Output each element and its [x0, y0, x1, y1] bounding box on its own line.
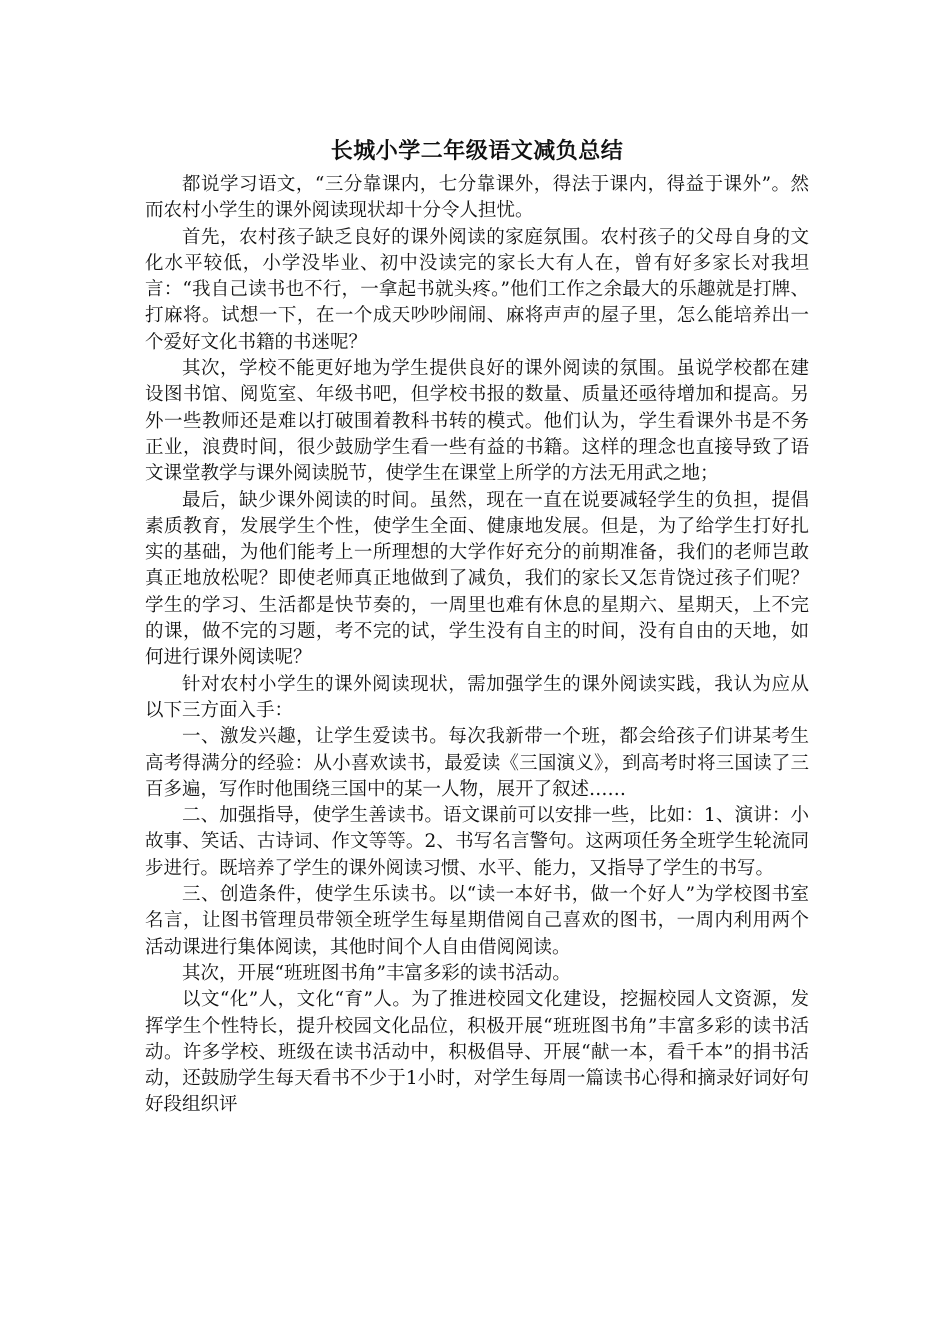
paragraph-reading-corner-heading: 其次，开展“班班图书角”丰富多彩的读书活动。 [182, 962, 571, 984]
paragraph-second-reason: 其次，学校不能更好地为学生提供良好的课外阅读的氛围。虽说学校都在建设图书馆、阅览室、年级书吧，但学校书报的数量、质量还亟待增加和提高。另外一些教师还是难以打破围着教科书转的模式。他们认为，学生看课外书是不务正业，浪费时间，很少鼓励学生看一些有益的书籍。这样的理念也直接导致了语文课堂教学与课外阅读脱节，使学生在课堂上所学的方法无用武之地； [145, 358, 809, 485]
document-body [145, 136, 809, 1119]
paragraph-approach-three: 三、创造条件，使学生乐读书。以“读一本好书，做一个好人”为学校图书室名言，让图书管理员带领全班学生每星期借阅自己喜欢的图书，一周内利用两个活动课进行集体阅读，其他时间个人自由借阅阅读。 [145, 884, 809, 958]
paragraph-approach-one: 一、激发兴趣，让学生爱读书。每次我新带一个班，都会给孩子们讲某考生高考得满分的经验：从小喜欢读书，最爱读《三国演义》，到高考时将三国读了三百多遍，写作时他围绕三国中的某一人物，展开了叙述…… [145, 726, 809, 800]
document-title: 长城小学二年级语文减负总结 [330, 138, 624, 164]
paragraph-reading-corner-detail: 以文“化”人，文化“育”人。为了推进校园文化建设，挖掘校园人文资源，发挥学生个性特长，提升校园文化品位，积极开展“班班图书角”丰富多彩的读书活动。许多学校、班级在读书活动中，积极倡导、开展“献一本，看千本”的捐书活动，还鼓励学生每天看书不少于1小时，对学生每周一篇读书心得和摘录好词好句好段组织评 [145, 989, 809, 1116]
paragraph-approach-intro: 针对农村小学生的课外阅读现状，需加强学生的课外阅读实践，我认为应从以下三方面入手： [145, 673, 809, 721]
paragraph-first-reason: 首先，农村孩子缺乏良好的课外阅读的家庭氛围。农村孩子的父母自身的文化水平较低，小学没毕业、初中没读完的家长大有人在，曾有好多家长对我坦言：“我自己读书也不行，一拿起书就头疼。”他们工作之余最大的乐趣就是打牌、打麻将。试想一下，在一个成天吵吵闹闹、麻将声声的屋子里，怎么能培养出一个爱好文化书籍的书迷呢？ [145, 226, 809, 353]
paragraph-last-reason: 最后，缺少课外阅读的时间。虽然，现在一直在说要减轻学生的负担，提倡素质教育，发展学生个性，使学生全面、健康地发展。但是，为了给学生打好扎实的基础，为他们能考上一所理想的大学作好充分的前期准备，我们的老师岂敢真正地放松呢？即使老师真正地做到了减负，我们的家长又怎肯饶过孩子们呢？学生的学习、生活都是快节奏的，一周里也难有休息的星期六、星期天，上不完的课，做不完的习题，考不完的试，学生没有自主的时间，没有自由的天地，如何进行课外阅读呢？ [145, 489, 809, 669]
paragraph-approach-two: 二、加强指导，使学生善读书。语文课前可以安排一些，比如：1、演讲：小故事、笑话、古诗词、作文等等。2、书写名言警句。这两项任务全班学生轮流同步进行。既培养了学生的课外阅读习惯、水平、能力，又指导了学生的书写。 [145, 805, 809, 879]
paragraph-intro: 都说学习语文，“三分靠课内，七分靠课外，得法于课内，得益于课外”。然而农村小学生的课外阅读现状却十分令人担忧。 [145, 174, 809, 222]
